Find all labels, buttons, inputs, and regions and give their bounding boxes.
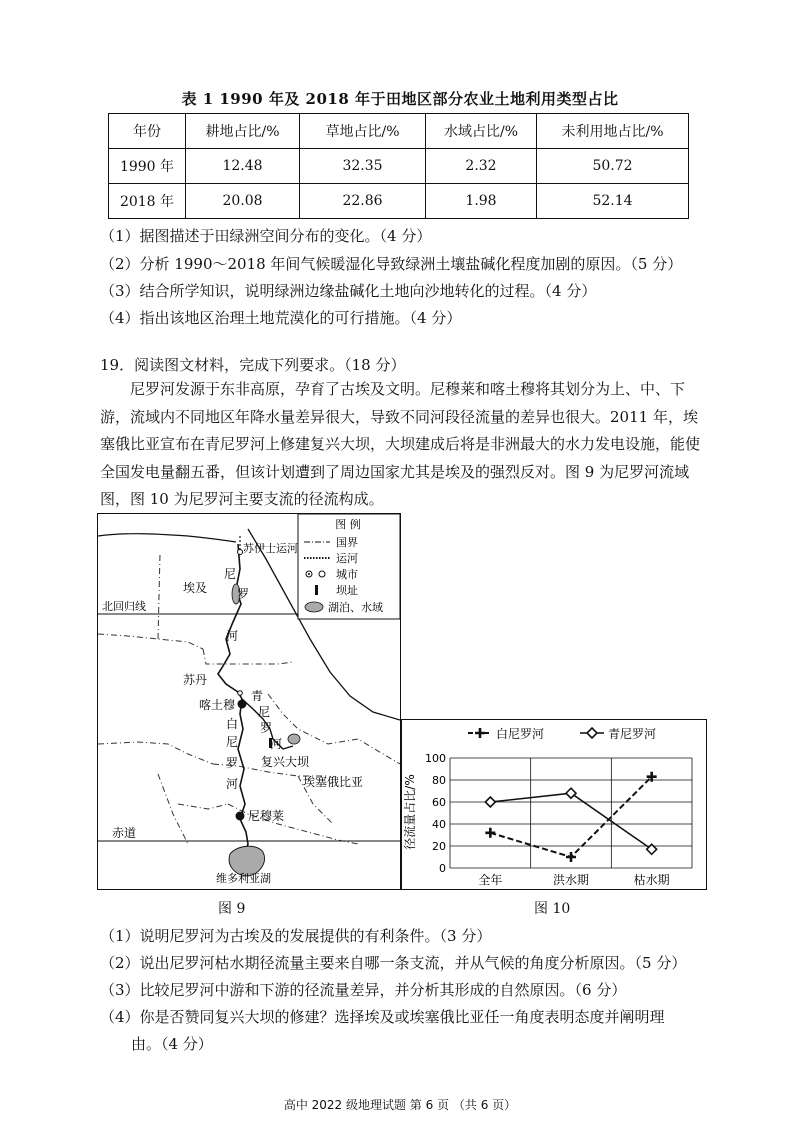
map-label-nimule: 尼穆莱 [248,809,285,823]
city-marker [238,550,243,555]
table-row [109,184,689,219]
map-label-white-nile-3: 罗 [226,756,239,770]
table-cell: 50.72 [537,149,689,184]
table-row [109,149,689,184]
q19-item-1: （1）说明尼罗河为古埃及的发展提供的有利条件。（3 分） [100,927,492,945]
q19-item-4-cont: 由。（4 分） [131,1035,213,1053]
legend-title: 图 例 [335,518,361,531]
map-label-equator: 赤道 [112,826,137,840]
legend-label: 白尼罗河 [496,727,545,741]
map-label-suez: 苏伊士运河 [243,542,298,555]
legend-item: 城市 [336,568,358,581]
table-cell: 2.32 [426,149,537,184]
q19-item-3: （3）比较尼罗河中游和下游的径流量差异，并分析其形成的自然原因。（6 分） [100,981,627,999]
table-header-row [109,114,689,149]
nimule-marker [236,812,245,821]
map-svg [98,514,400,889]
legend-item: 湖泊、水域 [328,601,383,614]
city-marker [238,691,243,696]
table-header: 草地占比/% [300,114,426,149]
map-legend [298,514,400,619]
x-tick-label: 洪水期 [552,873,590,887]
data-point-plus [485,828,495,838]
legend-item: 国界 [336,536,358,549]
data-point-diamond [587,728,597,738]
table-cell: 1990 年 [109,149,186,184]
q19-heading: 19．阅读图文材料，完成下列要求。（18 分） [100,356,406,374]
map-label-nile-3: 河 [226,629,239,643]
map-label-white-nile-2: 尼 [226,735,239,749]
table-cell: 52.14 [537,184,689,219]
y-tick-label: 20 [432,840,446,853]
data-point-diamond [485,797,495,807]
y-tick-label: 100 [425,752,446,765]
map-label-blue-nile-1: 青 [251,689,264,703]
map-label-dam: 复兴大坝 [261,755,310,769]
x-tick-label: 全年 [478,873,503,887]
table-header: 年份 [109,114,186,149]
table-cell: 20.08 [186,184,300,219]
q19-item-4: （4）你是否赞同复兴大坝的修建？选择埃及或埃塞俄比亚任一角度表明态度并阐明理 [100,1008,665,1026]
q18-item-2: （2）分析 1990～2018 年间气候暖湿化导致绿洲土壤盐碱化程度加剧的原因。（5 分） [100,255,683,273]
table-cell: 12.48 [186,149,300,184]
chart-grid [450,758,692,868]
map-label-nile-2: 罗 [237,587,250,601]
chart-y-label: 径流量占比/% [403,774,417,850]
q18-item-4: （4）指出该地区治理土地荒漠化的可行措施。（4 分） [100,309,462,327]
table-header: 未利用地占比/% [537,114,689,149]
q19-item-2: （2）说出尼罗河枯水期径流量主要来自哪一条支流，并从气候的角度分析原因。（5 分） [100,954,687,972]
map-label-white-nile-1: 白 [226,717,239,731]
data-point-diamond [566,788,576,798]
legend-item: 运河 [336,552,358,565]
page-footer: 高中 2022 级地理试题 第 6 页 （共 6 页） [283,1098,517,1112]
nile-basin-map [97,513,401,890]
table-cell: 32.35 [300,149,426,184]
table-cell: 2018 年 [109,184,186,219]
map-label-nile-1: 尼 [224,567,237,581]
map-label-blue-nile-4: 河 [270,737,283,751]
chart-legend [468,726,656,741]
y-tick-label: 60 [432,796,446,809]
chart-svg [402,720,706,889]
map-label-white-nile-4: 河 [226,777,239,791]
khartoum-marker [238,700,247,709]
y-tick-label: 40 [432,818,446,831]
white-nile-river [238,699,248,859]
q19-paragraph: 尼罗河发源于东非高原，孕育了古埃及文明。尼穆莱和喀土穆将其划分为上、中、下游，流域内不同地区年降水量差异很大，导致不同河段径流量的差异也很大。2011 年，埃塞俄比亚宣布在青尼罗河上修建复兴大坝，大坝建成后将是非洲最大的水力发电设施，能使全国发电量翻五番，但该计划遭到了周边国家尤其是埃及的强烈反对。图 9 为尼罗河流域图，图 10 为尼罗河主要支流的径流构成。 [100,380,701,508]
table-cell: 22.86 [300,184,426,219]
map-label-ethiopia: 埃塞俄比亚 [303,775,364,789]
data-point-plus [475,728,485,738]
map-label-victoria: 维多利亚湖 [216,872,271,885]
y-tick-label: 80 [432,774,446,787]
lake-tana [288,734,300,744]
x-tick-label: 枯水期 [633,873,670,887]
legend-label: 青尼罗河 [608,727,657,741]
legend-item: 坝址 [336,584,358,597]
map-label-egypt: 埃及 [183,581,208,595]
data-point-plus [566,852,576,862]
y-tick-label: 0 [439,862,446,875]
table-header: 水域占比/% [426,114,537,149]
figure-9-caption: 图 9 [218,901,246,917]
map-label-blue-nile-3: 罗 [260,721,273,735]
map-label-sudan: 苏丹 [183,673,208,687]
runoff-chart [401,719,707,890]
map-label-khartoum: 喀土穆 [199,698,236,712]
land-use-table [108,113,689,219]
chart-axes [425,752,670,887]
map-label-tropic: 北回归线 [102,600,146,613]
q18-item-3: （3）结合所学知识，说明绿洲边缘盐碱化土地向沙地转化的过程。（4 分） [100,282,597,300]
chart-series [485,772,656,862]
table-cell: 1.98 [426,184,537,219]
mediterranean-coast [98,534,236,542]
figure-10-caption: 图 10 [534,901,571,917]
q18-item-1: （1）据图描述于田绿洲空间分布的变化。（4 分） [100,227,432,245]
table-title: 表 1 1990 年及 2018 年于田地区部分农业土地利用类型占比 [181,90,619,108]
table-header: 耕地占比/% [186,114,300,149]
map-label-blue-nile-2: 尼 [258,705,271,719]
